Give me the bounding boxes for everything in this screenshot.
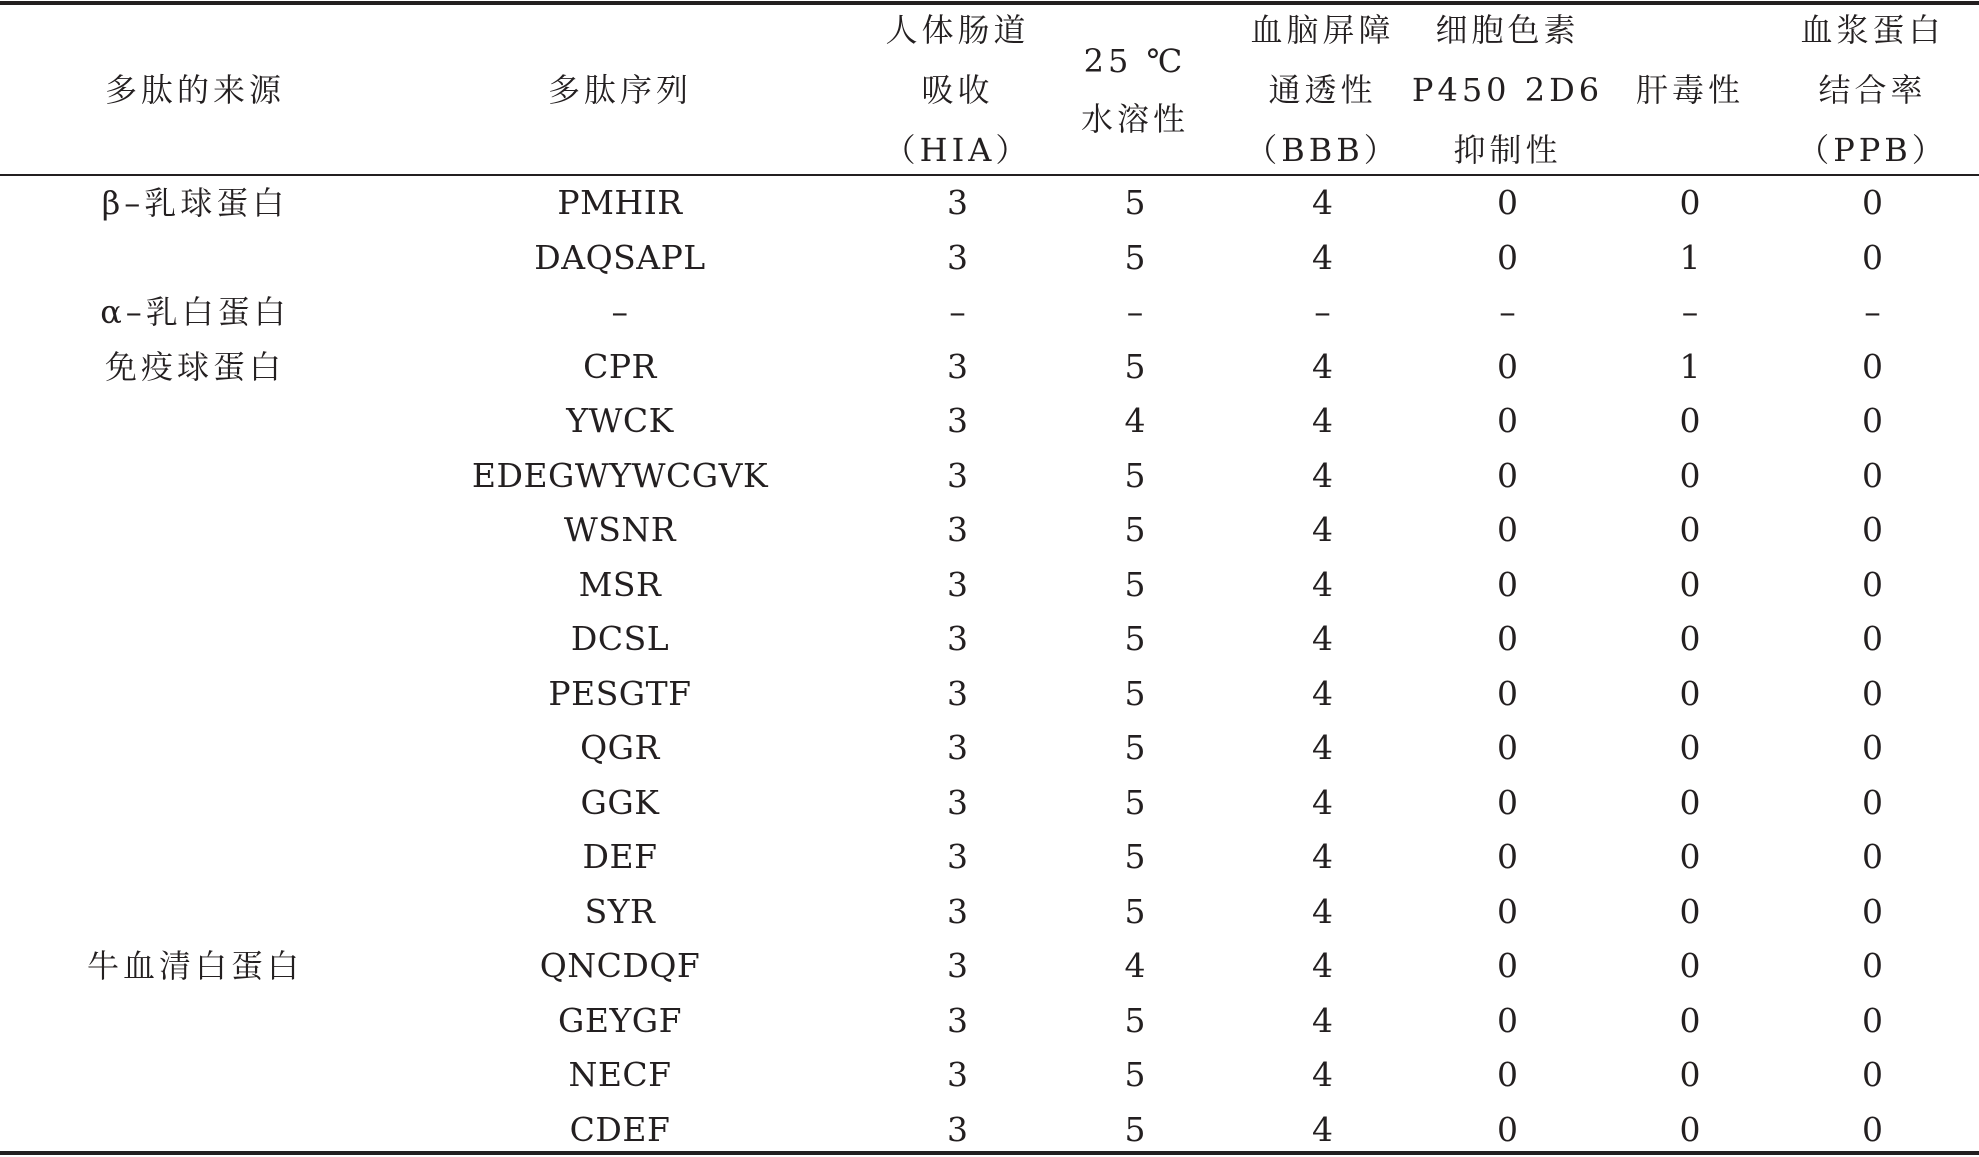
cell-solubility: 4 (1124, 946, 1146, 985)
cell-source (55, 503, 335, 558)
cell-solubility: 5 (1124, 510, 1146, 549)
cell-bbb: 4 (1312, 1000, 1333, 1040)
cell-source: β–乳球蛋白 (101, 184, 289, 222)
cell-solubility: 5 (1124, 564, 1146, 604)
table-row (0, 176, 1979, 231)
cell-bbb: 4 (1312, 946, 1333, 985)
cell-hepatotoxicity: 0 (1679, 1000, 1701, 1040)
cell-hia: 3 (947, 510, 968, 549)
header-sequence-line: 多肽序列 (547, 70, 692, 109)
table-row (0, 503, 1979, 558)
table-row (0, 667, 1979, 722)
cell-sequence: GEYGF (558, 1000, 682, 1040)
table-row (0, 449, 1979, 504)
cell-sequence: SYR (584, 891, 656, 931)
cell-source (55, 231, 335, 286)
cell-bbb: 4 (1312, 237, 1333, 277)
cell-bbb: 4 (1312, 728, 1333, 767)
cell-hia: 3 (947, 1109, 968, 1149)
cell-sequence: CDEF (569, 1109, 671, 1149)
cell-cyp2d6: 0 (1497, 1109, 1518, 1149)
cell-cyp2d6: 0 (1497, 891, 1518, 931)
cell-sequence: WSNR (563, 510, 677, 549)
cell-sequence: NECF (568, 1055, 672, 1094)
cell-cyp2d6: 0 (1497, 1055, 1518, 1094)
header-source-line: 多肽的来源 (104, 70, 285, 109)
cell-hepatotoxicity: 0 (1679, 619, 1701, 658)
cell-solubility: 5 (1124, 619, 1146, 658)
header-cyp2d6-line: 抑制性 (1453, 130, 1562, 169)
cell-source (55, 776, 335, 831)
cell-hia: – (949, 292, 966, 331)
cell-solubility: 5 (1124, 1055, 1146, 1094)
header-solubility (1060, 5, 1210, 174)
cell-solubility: 5 (1124, 1000, 1146, 1040)
cell-hia: 3 (947, 673, 968, 713)
cell-sequence: QGR (580, 728, 660, 767)
header-hia (860, 5, 1055, 174)
table-row (0, 885, 1979, 940)
cell-sequence: DEF (582, 837, 658, 876)
cell-hia: 3 (947, 619, 968, 658)
cell-ppb: 0 (1862, 946, 1883, 985)
cell-cyp2d6: 0 (1497, 183, 1518, 222)
cell-ppb: 0 (1862, 782, 1883, 822)
cell-cyp2d6: 0 (1497, 673, 1518, 713)
cell-sequence: PESGTF (548, 673, 692, 713)
header-bbb-line: （BBB） (1245, 130, 1400, 169)
cell-bbb: 4 (1312, 837, 1333, 876)
table-row (0, 394, 1979, 449)
cell-cyp2d6: 0 (1497, 346, 1518, 386)
cell-ppb: 0 (1862, 728, 1883, 767)
cell-hepatotoxicity: 0 (1679, 891, 1701, 931)
header-ppb-line: 结合率 (1818, 70, 1927, 109)
cell-hia: 3 (947, 891, 968, 931)
cell-solubility: 5 (1124, 891, 1146, 931)
cell-source: α–乳白蛋白 (100, 293, 290, 331)
cell-source (55, 612, 335, 667)
cell-hia: 3 (947, 183, 968, 222)
header-hepatotoxicity (1610, 5, 1770, 174)
table-row (0, 340, 1979, 395)
cell-hepatotoxicity: 0 (1679, 673, 1701, 713)
cell-cyp2d6: 0 (1497, 837, 1518, 876)
table-row (0, 231, 1979, 286)
header-source (55, 5, 335, 174)
cell-sequence: DCSL (570, 619, 670, 658)
cell-bbb: 4 (1312, 619, 1333, 658)
cell-hepatotoxicity: 0 (1679, 183, 1701, 222)
table-row (0, 285, 1979, 340)
cell-bbb: 4 (1312, 891, 1333, 931)
header-bbb-line: 通透性 (1268, 70, 1377, 109)
cell-source (55, 1103, 335, 1157)
cell-hepatotoxicity: 0 (1679, 782, 1701, 822)
cell-source (55, 394, 335, 449)
cell-bbb: 4 (1312, 346, 1333, 386)
cell-ppb: 0 (1862, 401, 1883, 440)
cell-hepatotoxicity: 1 (1679, 237, 1701, 277)
cell-hepatotoxicity: 0 (1679, 837, 1701, 876)
cell-cyp2d6: 0 (1497, 401, 1518, 440)
cell-sequence: – (611, 292, 629, 331)
cell-hepatotoxicity: 0 (1679, 1109, 1701, 1149)
cell-hia: 3 (947, 1055, 968, 1094)
cell-solubility: 5 (1124, 455, 1146, 495)
cell-ppb: 0 (1862, 673, 1883, 713)
cell-solubility: 4 (1124, 401, 1146, 440)
table-row (0, 994, 1979, 1049)
cell-sequence: EDEGWYWCGVK (471, 455, 769, 495)
cell-sequence: PMHIR (557, 183, 683, 222)
cell-cyp2d6: 0 (1497, 946, 1518, 985)
cell-hepatotoxicity: 0 (1679, 510, 1701, 549)
cell-source: 免疫球蛋白 (104, 347, 285, 386)
cell-bbb: 4 (1312, 1109, 1333, 1149)
cell-cyp2d6: 0 (1497, 782, 1518, 822)
cell-ppb: 0 (1862, 837, 1883, 876)
cell-hepatotoxicity: 0 (1679, 564, 1701, 604)
cell-bbb: 4 (1312, 455, 1333, 495)
header-hepatotoxicity-line: 肝毒性 (1635, 70, 1744, 109)
header-cyp2d6-line: P450 2D6 (1411, 70, 1604, 109)
cell-cyp2d6: 0 (1497, 728, 1518, 767)
cell-ppb: 0 (1862, 1109, 1883, 1149)
cell-bbb: 4 (1312, 401, 1333, 440)
cell-cyp2d6: 0 (1497, 510, 1518, 549)
cell-solubility: 5 (1124, 782, 1146, 822)
cell-ppb: 0 (1862, 346, 1883, 386)
table-row (0, 612, 1979, 667)
cell-cyp2d6: 0 (1497, 237, 1518, 277)
header-cyp2d6-line: 细胞色素 (1435, 10, 1580, 49)
cell-bbb: 4 (1312, 1055, 1333, 1094)
cell-source (55, 558, 335, 613)
cell-hia: 3 (947, 837, 968, 876)
cell-hia: 3 (947, 455, 968, 495)
cell-sequence: CPR (583, 346, 657, 386)
cell-ppb: 0 (1862, 237, 1883, 277)
table-row (0, 830, 1979, 885)
table-bottom-rule (0, 1151, 1979, 1155)
cell-cyp2d6: 0 (1497, 1000, 1518, 1040)
header-hia-line: 人体肠道 (885, 10, 1030, 49)
header-solubility-line: 25 ℃ (1083, 41, 1187, 80)
cell-source (55, 885, 335, 940)
table-body (0, 176, 1979, 1157)
cell-ppb: 0 (1862, 510, 1883, 549)
table-row (0, 558, 1979, 613)
cell-sequence: QNCDQF (539, 946, 701, 985)
cell-hia: 3 (947, 728, 968, 767)
cell-cyp2d6: 0 (1497, 455, 1518, 495)
cell-source (55, 667, 335, 722)
cell-cyp2d6: – (1499, 292, 1516, 331)
cell-source (55, 994, 335, 1049)
cell-hepatotoxicity: 0 (1679, 401, 1701, 440)
cell-hia: 3 (947, 401, 968, 440)
table-row (0, 939, 1979, 994)
table-row (0, 1048, 1979, 1103)
cell-sequence: GGK (580, 782, 660, 822)
cell-source (55, 1048, 335, 1103)
cell-source (55, 721, 335, 776)
cell-hia: 3 (947, 564, 968, 604)
cell-source: 牛血清白蛋白 (86, 947, 303, 985)
cell-bbb: 4 (1312, 564, 1333, 604)
cell-hia: 3 (947, 782, 968, 822)
header-hia-line: （HIA） (883, 130, 1032, 169)
cell-hepatotoxicity: 0 (1679, 728, 1701, 767)
cell-ppb: 0 (1862, 183, 1883, 222)
cell-hia: 3 (947, 946, 968, 985)
cell-sequence: YWCK (566, 401, 674, 440)
cell-solubility: 5 (1124, 1109, 1146, 1149)
cell-solubility: 5 (1124, 183, 1146, 222)
header-cyp2d6 (1410, 5, 1605, 174)
cell-bbb: 4 (1312, 510, 1333, 549)
header-bbb (1225, 5, 1420, 174)
cell-ppb: 0 (1862, 564, 1883, 604)
cell-cyp2d6: 0 (1497, 619, 1518, 658)
cell-hepatotoxicity: 0 (1679, 946, 1701, 985)
cell-hia: 3 (947, 346, 968, 386)
cell-ppb: 0 (1862, 455, 1883, 495)
cell-ppb: 0 (1862, 619, 1883, 658)
cell-solubility: 5 (1124, 837, 1146, 876)
cell-ppb: 0 (1862, 1000, 1883, 1040)
header-hia-line: 吸收 (921, 70, 994, 109)
cell-sequence: MSR (578, 564, 662, 604)
table-row (0, 721, 1979, 776)
header-ppb (1775, 5, 1970, 174)
cell-bbb: – (1314, 292, 1331, 331)
header-bbb-line: 血脑屏障 (1250, 10, 1395, 49)
cell-ppb: 0 (1862, 891, 1883, 931)
cell-bbb: 4 (1312, 782, 1333, 822)
cell-cyp2d6: 0 (1497, 564, 1518, 604)
header-ppb-line: （PPB） (1797, 130, 1948, 169)
table-row (0, 776, 1979, 831)
cell-hepatotoxicity: 0 (1679, 455, 1701, 495)
cell-hia: 3 (947, 1000, 968, 1040)
cell-hepatotoxicity: 1 (1679, 346, 1701, 386)
header-solubility-line: 水溶性 (1080, 99, 1189, 138)
cell-solubility: – (1126, 292, 1144, 331)
cell-source (55, 830, 335, 885)
cell-ppb: 0 (1862, 1055, 1883, 1094)
cell-solubility: 5 (1124, 237, 1146, 277)
cell-hia: 3 (947, 237, 968, 277)
cell-hepatotoxicity: – (1681, 292, 1699, 331)
cell-bbb: 4 (1312, 183, 1333, 222)
cell-ppb: – (1864, 292, 1881, 331)
header-ppb-line: 血浆蛋白 (1800, 10, 1945, 49)
cell-solubility: 5 (1124, 728, 1146, 767)
cell-hepatotoxicity: 0 (1679, 1055, 1701, 1094)
table-row (0, 1103, 1979, 1157)
cell-solubility: 5 (1124, 346, 1146, 386)
cell-sequence: DAQSAPL (534, 237, 706, 277)
cell-solubility: 5 (1124, 673, 1146, 713)
cell-source (55, 449, 335, 504)
header-sequence (435, 5, 805, 174)
cell-bbb: 4 (1312, 673, 1333, 713)
